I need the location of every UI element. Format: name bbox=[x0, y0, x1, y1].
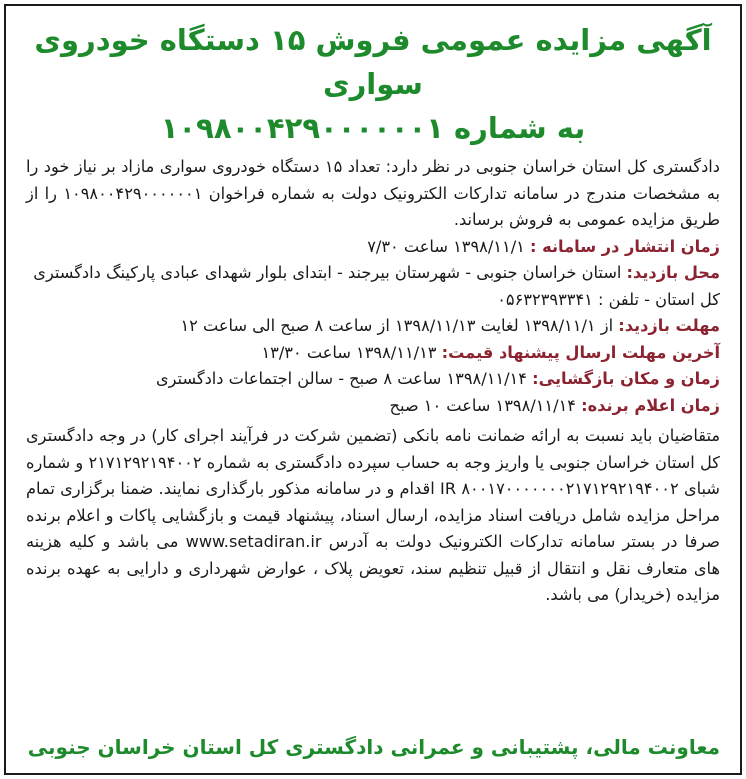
terms-part-2: اقدام و در سامانه مذکور بارگذاری نمایند. ضمنا برگزاری تمام مراحل مزایده شامل دریافت اسناد مزایده، ارسال اسناد، پیشنهاد قیمت و بازگشایی پاکات و اعلام برنده صرفا در بستر سامانه تدارکات الکترونیک دولت به آدرس bbox=[26, 479, 721, 551]
iban-number: IR ۸۰۰۱۷۰۰۰۰۰۰۰۲۱۷۱۲۹۲۱۹۴۰۰۲ bbox=[440, 479, 679, 498]
winner-row bbox=[26, 393, 720, 420]
issuer-footer: معاونت مالی، پشتیبانی و عمرانی دادگستری کل استان خراسان جنوبی bbox=[27, 735, 720, 759]
opening-row bbox=[26, 366, 720, 393]
terms-part-3: می باشد و کلیه هزینه های متعارف نقل و انتقال از قبیل تنظیم سند، تعویض پلاک ، عوارض شهرداری و دارایی به عهده برنده مزایده (خریدار) می باشد. bbox=[26, 532, 720, 604]
auction-notice bbox=[4, 4, 742, 775]
visit-deadline-value: از ۱۳۹۸/۱۱/۱ لغایت ۱۳۹۸/۱۱/۱۳ از ساعت ۸ صبح الی ساعت ۱۲ bbox=[180, 316, 619, 335]
opening-value: ۱۳۹۸/۱۱/۱۴ ساعت ۸ صبح - سالن اجتماعات دادگستری bbox=[155, 369, 533, 388]
visit-place-value: استان خراسان جنوبی - شهرستان بیرجند - ابتدای بلوار شهدای عبادی پارکینگ دادگستری کل استان - تلفن : ۰۵۶۳۲۳۹۳۳۴۱ bbox=[33, 263, 720, 309]
publish-time-label: زمان انتشار در سامانه : bbox=[530, 236, 720, 256]
opening-label: زمان و مکان بازگشایی: bbox=[532, 369, 720, 388]
notice-title bbox=[26, 18, 720, 150]
title-line-1: آگهی مزایده عمومی فروش ۱۵ دستگاه خودروی سواری bbox=[34, 23, 712, 101]
bid-deadline-row bbox=[26, 340, 720, 367]
terms-part-1: متقاضیان باید نسبت به ارائه ضمانت نامه بانکی (تضمین شرکت در فرآیند اجرای کار) در وجه دادگستری کل استان خراسان جنوبی یا واریز وجه به حساب سپرده دادگستری به شماره ۲۱۷۱۲۹۲۱۹۴۰۰۲ و شماره شبای bbox=[26, 426, 720, 498]
bid-deadline-value: ۱۳۹۸/۱۱/۱۳ ساعت ۱۳/۳۰ bbox=[261, 342, 442, 362]
publish-time-row bbox=[26, 234, 720, 261]
winner-label: زمان اعلام برنده: bbox=[581, 395, 720, 415]
intro-paragraph: دادگستری کل استان خراسان جنوبی در نظر دارد: تعداد ۱۵ دستگاه خودروی سواری مازاد بر نیاز خود را به مشخصات مندرج در سامانه تدارکات الکترونیک دولت به شماره فراخوان ۱۰۹۸۰۰۴۲۹۰۰۰۰۰۰۱ را از طریق مزایده عمومی به فروش برساند. bbox=[26, 157, 720, 229]
visit-place-row bbox=[26, 260, 720, 313]
visit-deadline-row bbox=[26, 313, 720, 340]
visit-deadline-label: مهلت بازدید: bbox=[618, 316, 720, 335]
website-link[interactable]: www.setadiran.ir bbox=[185, 532, 322, 551]
terms-paragraph bbox=[26, 423, 720, 609]
publish-time-value: ۱۳۹۸/۱۱/۱ ساعت ۷/۳۰ bbox=[367, 236, 531, 256]
title-line-2: به شماره ۱۰۹۸۰۰۴۲۹۰۰۰۰۰۰۱ bbox=[160, 111, 586, 145]
visit-place-label: محل بازدید: bbox=[626, 263, 720, 282]
winner-value: ۱۳۹۸/۱۱/۱۴ ساعت ۱۰ صبح bbox=[389, 395, 582, 415]
bid-deadline-label: آخرین مهلت ارسال پیشنهاد قیمت: bbox=[441, 342, 720, 362]
